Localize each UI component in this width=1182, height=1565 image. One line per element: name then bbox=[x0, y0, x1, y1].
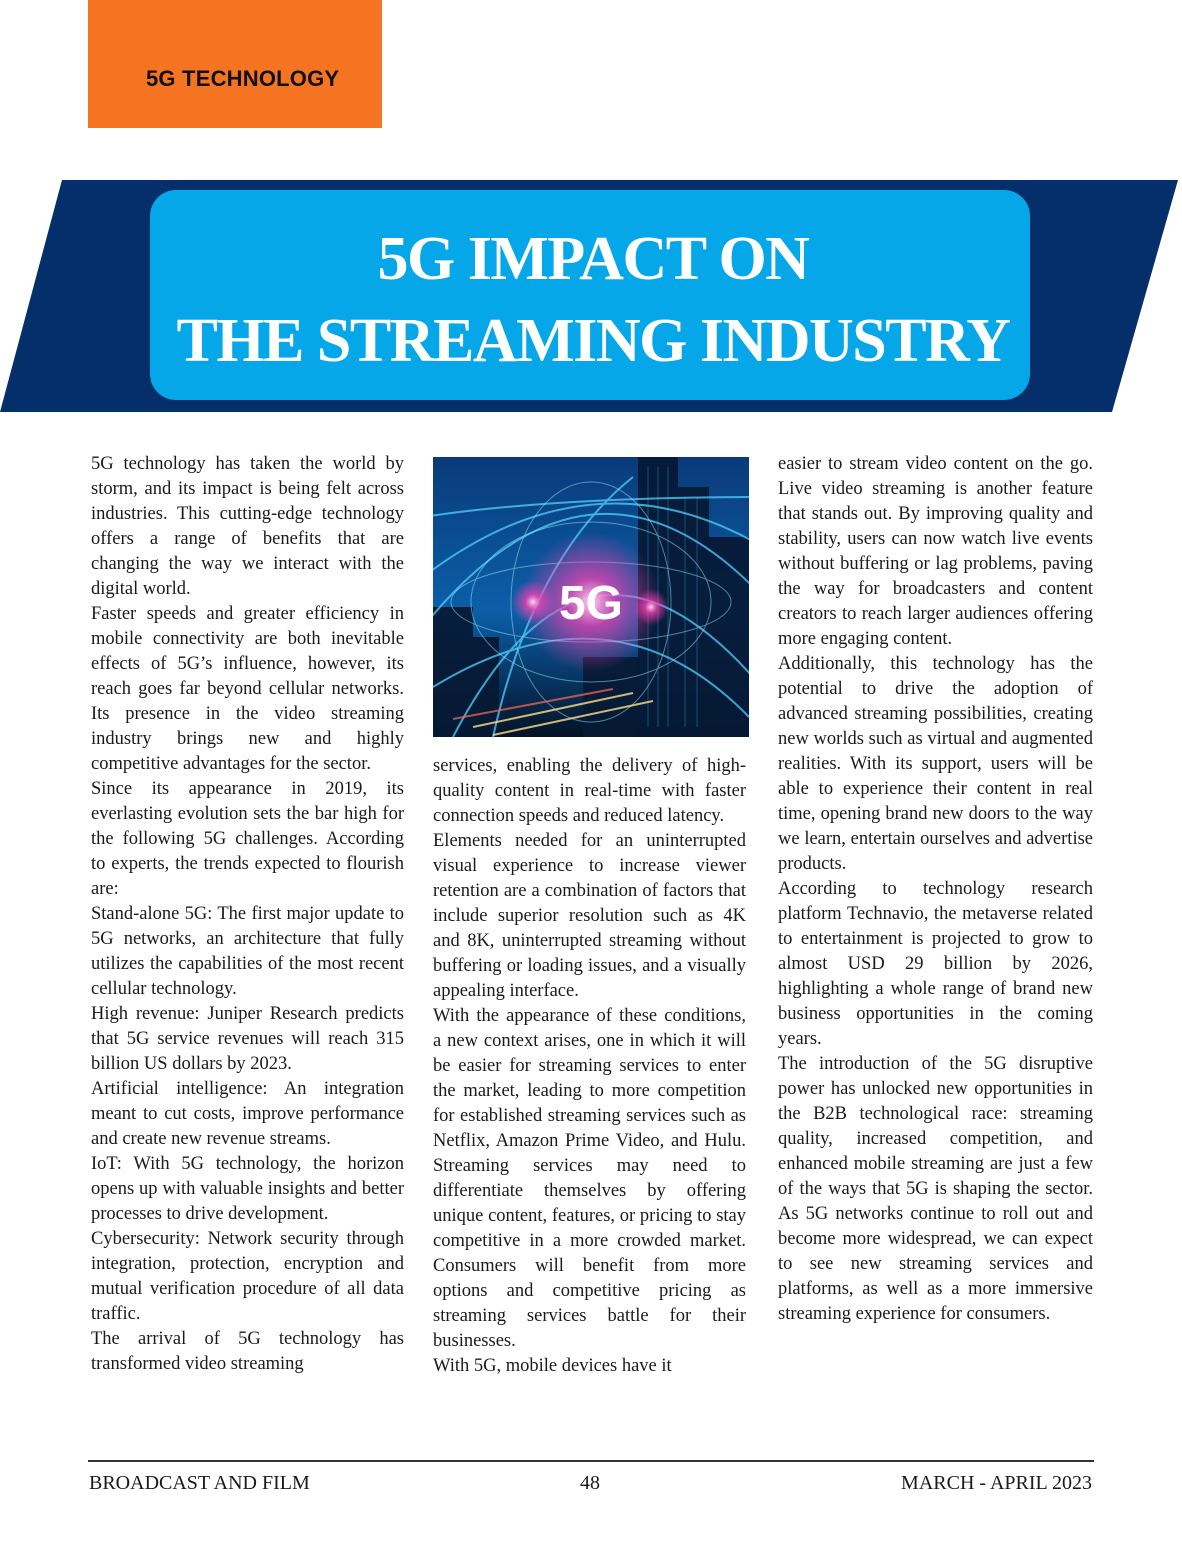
paragraph: The introduction of the 5G disruptive power has unlocked new opportunities in the B2B technological race: streaming quality, increased competition, and enhanced mobile streaming are just a few of the ways that 5G is shaping the sector. As 5G networks continue to roll out and become more widespread, we can expect to see new streaming services and platforms, as well as a more immersive streaming experience for consumers. bbox=[778, 1054, 1093, 1324]
footer-page-number: 48 bbox=[580, 1472, 600, 1494]
article-column-1 bbox=[91, 452, 404, 1377]
article-column-3 bbox=[778, 452, 1093, 1327]
paragraph: With 5G, mobile devices have it bbox=[433, 1356, 672, 1376]
paragraph: Stand-alone 5G: The first major update to 5G networks, an architecture that fully utilizes the capabilities of the most recent cellular technology. bbox=[91, 904, 404, 999]
article-column-2 bbox=[433, 754, 746, 1379]
headline-line-1: 5G IMPACT ON bbox=[377, 225, 809, 293]
paragraph: According to technology research platform Technavio, the metaverse related to entertainment is projected to grow to almost USD 29 billion by 2026, highlighting a whole range of brand new business opportunities in the coming years. bbox=[778, 879, 1093, 1049]
paragraph: Additionally, this technology has the potential to drive the adoption of advanced streaming possibilities, creating new worlds such as virtual and augmented realities. With its support, users will be able to experience their content in real time, opening brand new doors to the way we learn, entertain ourselves and advertise products. bbox=[778, 654, 1093, 874]
section-label: 5G TECHNOLOGY bbox=[146, 66, 340, 91]
section-tab bbox=[88, 0, 382, 128]
headline bbox=[150, 218, 1036, 382]
paragraph: 5G technology has taken the world by storm, and its impact is being felt across industries. This cutting-edge technology offers a range of benefits that are changing the way we interact with the digital world. bbox=[91, 454, 404, 599]
paragraph: Artificial intelligence: An integration meant to cut costs, improve performance and create new revenue streams. bbox=[91, 1079, 404, 1149]
paragraph: IoT: With 5G technology, the horizon opens up with valuable insights and better processes to drive development. bbox=[91, 1154, 404, 1224]
5g-network-illustration bbox=[433, 457, 749, 737]
headline-line-2: THE STREAMING INDUSTRY bbox=[176, 307, 1010, 375]
paragraph: Faster speeds and greater efficiency in mobile connectivity are both inevitable effects of 5G’s influence, however, its reach goes far beyond cellular networks. Its presence in the video streaming industry brings new and highly competitive advantages for the sector. bbox=[91, 604, 404, 774]
5g-network-city-photo bbox=[433, 457, 749, 737]
paragraph: Elements needed for an uninterrupted visual experience to increase viewer retention are a combination of factors that include superior resolution such as 4K and 8K, uninterrupted streaming without buffering or loading issues, and a visually appealing interface. bbox=[433, 831, 746, 1001]
paragraph: Since its appearance in 2019, its everlasting evolution sets the bar high for the following 5G challenges. According to experts, the trends expected to flourish are: bbox=[91, 779, 404, 899]
footer-issue: MARCH - APRIL 2023 bbox=[901, 1472, 1092, 1494]
paragraph: services, enabling the delivery of high-quality content in real-time with faster connection speeds and reduced latency. bbox=[433, 756, 746, 826]
paragraph: With the appearance of these conditions, a new context arises, one in which it will be easier for streaming services to enter the market, leading to more competition for established streaming services such as Netflix, Amazon Prime Video, and Hulu. Streaming services may need to differentiate themselves by offering unique content, features, or pricing to stay competitive in a more crowded market. Consumers will benefit from more options and competitive pricing as streaming services battle for their businesses. bbox=[433, 1006, 746, 1351]
paragraph: The arrival of 5G technology has transformed video streaming bbox=[91, 1329, 404, 1374]
paragraph: High revenue: Juniper Research predicts that 5G service revenues will reach 315 billion US dollars by 2023. bbox=[91, 1004, 404, 1074]
paragraph: easier to stream video content on the go. Live video streaming is another feature that stands out. By improving quality and stability, users can now watch live events without buffering or lag problems, paving the way for broadcasters and content creators to reach larger audiences offering more engaging content. bbox=[778, 454, 1093, 649]
footer-publication: BROADCAST AND FILM bbox=[89, 1472, 310, 1494]
paragraph: Cybersecurity: Network security through integration, protection, encryption and mutual verification procedure of all data traffic. bbox=[91, 1229, 404, 1324]
footer-divider bbox=[88, 1460, 1094, 1462]
photo-5g-label: 5G bbox=[558, 577, 624, 630]
